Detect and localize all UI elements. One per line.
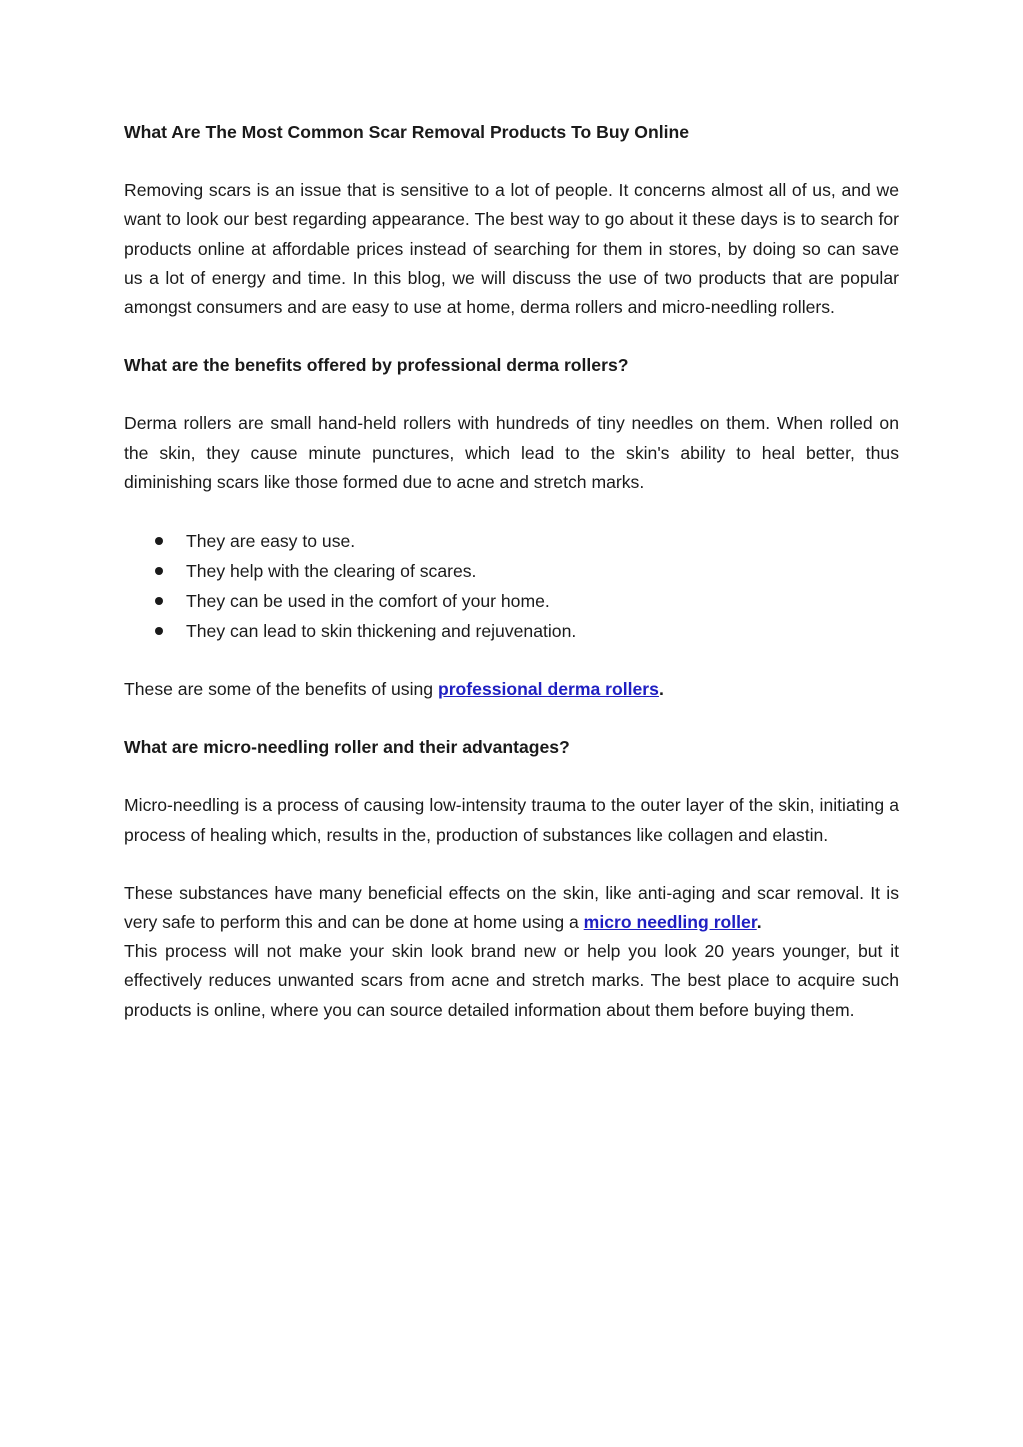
list-item	[124, 586, 899, 616]
list-item	[124, 616, 899, 646]
paragraph-period: .	[756, 912, 762, 933]
section1-heading: What are the benefits offered by professional derma rollers?	[124, 355, 629, 376]
section2-paragraph-1: Micro-needling is a process of causing low-intensity trauma to the outer layer of the skin, initiating a process of healing which, results in the, production of substances like collagen and elastin.	[124, 795, 899, 845]
document-title: What Are The Most Common Scar Removal Products To Buy Online	[124, 122, 690, 142]
list-item-text: They can lead to skin thickening and rejuvenation.	[186, 621, 577, 642]
professional-derma-rollers-link[interactable]: professional derma rollers	[437, 679, 659, 700]
paragraph-text: These substances have many beneficial effects on the skin, like anti-aging and scar removal. It is very safe to perform this and can be done at home using a	[124, 882, 899, 933]
bullet-icon	[155, 627, 163, 635]
list-item-text: They help with the clearing of scares.	[186, 561, 477, 582]
document-page	[124, 118, 899, 1054]
section1-paragraph: Derma rollers are small hand-held rollers with hundreds of tiny needles on them. When rolled on the skin, they cause minute punctures, which lead to the skin's ability to heal better, thus diminishing scars like those formed due to acne and stretch marks.	[124, 413, 899, 492]
closing-period: .	[658, 679, 664, 700]
list-item-text: They can be used in the comfort of your home.	[186, 591, 550, 612]
list-item	[124, 556, 899, 586]
micro-needling-roller-link[interactable]: micro needling roller	[583, 912, 757, 933]
section1-closing	[124, 675, 899, 704]
intro-paragraph: Removing scars is an issue that is sensitive to a lot of people. It concerns almost all of us, and we want to look our best regarding appearance. The best way to go about it these days is to search for products online at affordable prices instead of searching for them in stores, by doing so can save us a lot of energy and time. In this blog, we will discuss the use of two products that are popular amongst consumers and are easy to use at home, derma rollers and micro-needling rollers.	[124, 180, 899, 318]
bullet-icon	[155, 567, 163, 575]
benefits-list	[124, 526, 899, 646]
list-item	[124, 526, 899, 556]
closing-text: These are some of the benefits of using	[124, 679, 438, 700]
section2-paragraph-3: This process will not make your skin look brand new or help you look 20 years younger, but it effectively reduces unwanted scars from acne and stretch marks. The best place to acquire such products is online, where you can source detailed information about them before buying them.	[124, 941, 899, 1020]
bullet-icon	[155, 597, 163, 605]
bullet-icon	[155, 537, 163, 545]
section2-paragraph-2	[124, 879, 899, 937]
section2-heading: What are micro-needling roller and their advantages?	[124, 737, 570, 758]
list-item-text: They are easy to use.	[186, 531, 356, 552]
